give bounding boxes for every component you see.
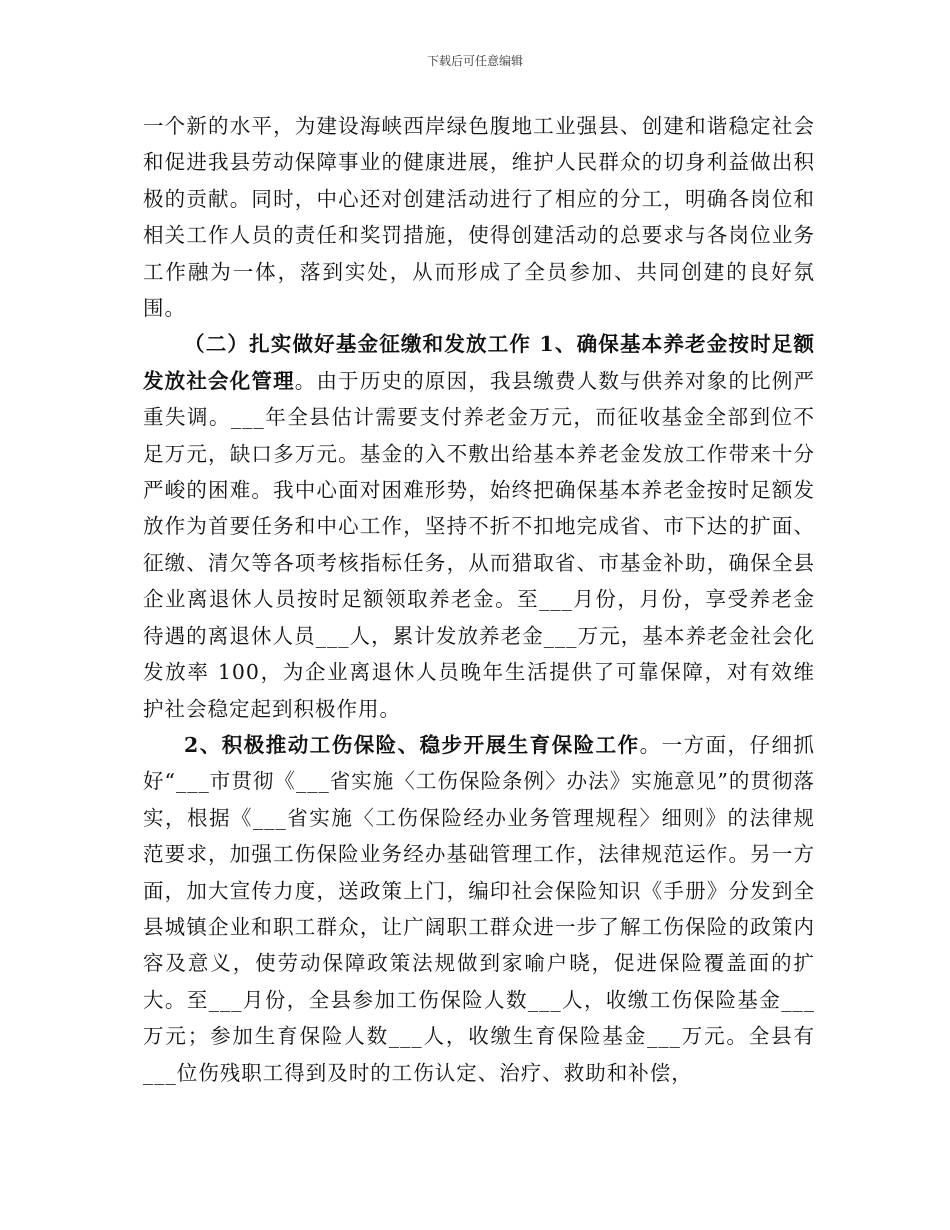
paragraph-2 bbox=[143, 326, 815, 726]
paragraph-2-heading: （二）扎实做好基金征缴和发放工作 1、确保基本养老金按时足额发放社会化管理 bbox=[143, 332, 815, 393]
paragraph-2-body: 。由于历史的原因，我县缴费人数与供养对象的比例严重失调。___年全县估计需要支付养老金万元，而征收基金全部到位不足万元，缺口多万元。基金的入不敷出给基本养老金发放工作带来十分严峻的困难。我中心面对困难形势，始终把确保基本养老金按时足额发放作为首要任务和中心工作，坚持不折不扣地完成省、市下达的扩面、征缴、清欠等各项考核指标任务，从而猎取省、市基金补助，确保全县企业离退休人员按时足额领取养老金。至___月份，月份，享受养老金待遇的离退休人员___人，累计发放养老金___万元，基本养老金社会化发放率 100，为企业离退休人员晚年生活提供了可靠保障，对有效维护社会稳定起到积极作用。 bbox=[143, 368, 816, 721]
paragraph-3-body: 。一方面，仔细抓好“___市贯彻《___省实施〈工伤保险条例〉办法》实施意见”的贯彻落实，根据《___省实施〈工伤保险经办业务管理规程〉细则》的法律规范要求，加强工伤保险业务经办基础管理工作，法律规范运作。另一方面，加大宣传力度，送政策上门，编印社会保险知识《手册》分发到全县城镇企业和职工群众，让广阔职工群众进一步了解工伤保险的政策内容及意义，使劳动保障政策法规做到家喻户晓，促进保险覆盖面的扩大。至___月份，全县参加工伤保险人数___人，收缴工伤保险基金___万元；参加生育保险人数___人，收缴生育保险基金___万元。全县有___位伤残职工得到及时的工伤认定、治疗、救助和补偿， bbox=[143, 732, 816, 1085]
page-header: 下载后可任意编辑 bbox=[426, 54, 523, 68]
paragraph-3 bbox=[143, 727, 815, 1091]
paragraph-3-heading: 2、积极推动工伤保险、稳步开展生育保险工作 bbox=[184, 732, 640, 757]
paragraph-1: 一个新的水平，为建设海峡西岸绿色腹地工业强县、创建和谐稳定社会和促进我县劳动保障事业的健康进展，维护人民群众的切身利益做出积极的贡献。同时，中心还对创建活动进行了相应的分工，明确各岗位和相关工作人员的责任和奖罚措施，使得创建活动的总要求与各岗位业务工作融为一体，落到实处，从而形成了全员参加、共同创建的良好氛围。 bbox=[143, 114, 815, 321]
document-body bbox=[143, 108, 815, 1091]
